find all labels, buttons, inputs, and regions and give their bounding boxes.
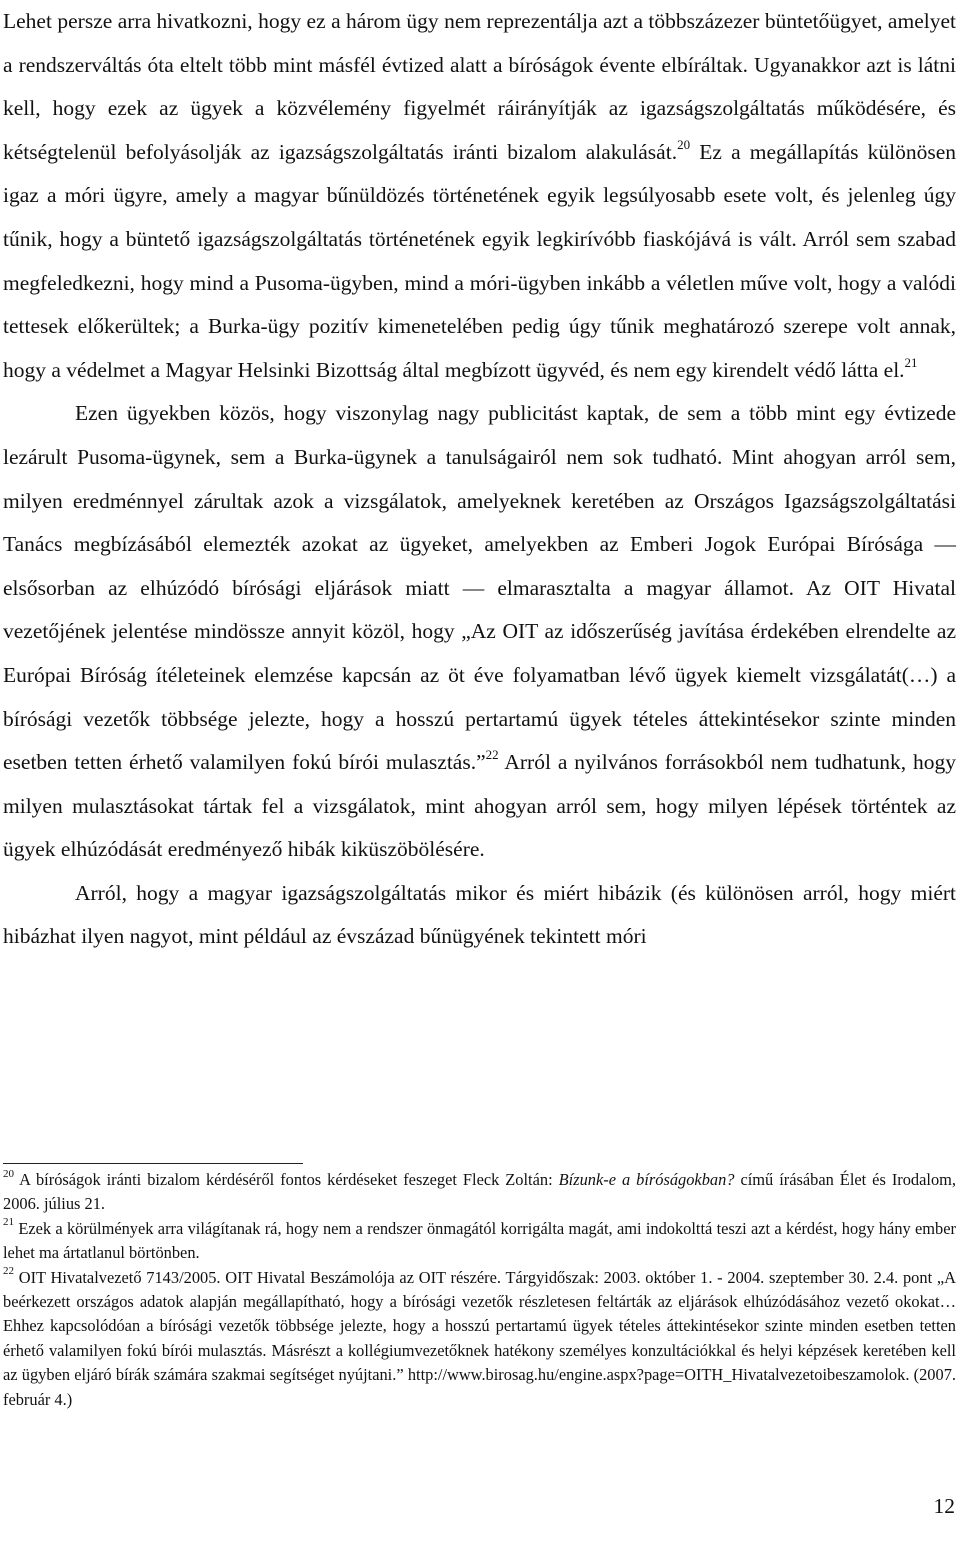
paragraph-1	[3, 0, 956, 392]
page-number: 12	[933, 1494, 955, 1518]
paragraph-2	[3, 392, 956, 872]
text-run: Arról, hogy a magyar igazságszolgáltatás mikor és miért hibázik (és különösen arról, hogy miért hibázhat ilyen nagyot, mint például az évszázad bűnügyének tekintett móri	[3, 880, 956, 949]
footnote-reference: 22	[485, 746, 499, 762]
footnote-separator	[3, 1163, 303, 1164]
footnote-reference: 20	[3, 1167, 14, 1180]
paragraph-3	[3, 872, 956, 959]
text-run: Ezen ügyekben közös, hogy viszonylag nagy publicitást kaptak, de sem a több mint egy évtizede lezárult Pusoma-ügynek, sem a Burka-ügynek a tanulságairól nem sok tudható. Mint ahogyan arról sem, milyen eredménnyel zárultak azok a vizsgálatok, amelyeknek keretében az Országos Igazságszolgáltatási Tanács megbízásából elemezték azokat az ügyeket, amelyekben az Emberi Jogok Európai Bírósága — elsősorban az elhúzódó bírósági eljárások miatt — elmarasztalta a magyar államot. Az OIT Hivatal vezetőjének jelentése mindössze annyit közöl, hogy „Az OIT az időszerűség javítása érdekében elrendelte az Európai Bíróság ítéleteinek elemzése kapcsán az öt éve folyamatban lévő ügyek kiemelt vizsgálatát(…) a bírósági vezetők többsége jelezte, hogy a hosszú pertartamú ügyek tételes áttekintésekor szinte minden esetben tetten érhető valamilyen fokú bírói mulasztás.”	[3, 401, 956, 775]
footnote-20	[3, 1168, 956, 1217]
footnote-21	[3, 1217, 956, 1266]
text-run: Arról a nyilvános forrásokból nem tudhatunk, hogy milyen mulasztásokat tártak fel a vizsgálatok, mint ahogyan arról sem, hogy milyen lépések történtek az ügyek elhúzódását eredményező hibák kiküszöbölésére.	[3, 750, 956, 862]
text-run: Lehet persze arra hivatkozni, hogy ez a három ügy nem reprezentálja azt a többszázezer büntetőügyet, amelyet a rendszerváltás óta eltelt több mint másfél évtized alatt a bíróságok évente elbíráltak. Ugyanakkor azt is látni kell, hogy ezek az ügyek a közvélemény figyelmét ráirányítják az igazságszolgáltatás működésére, és kétségtelenül befolyásolják az igazságszolgáltatás iránti bizalom alakulását.	[3, 9, 956, 164]
text-run: Ezek a körülmények arra világítanak rá, hogy nem a rendszer önmagától korrigálta magát, ami indokolttá teszi azt a kérdést, hogy hány ember lehet ma ártatlanul börtönben.	[3, 1218, 956, 1263]
footnote-reference: 20	[677, 136, 691, 152]
footnote-reference: 21	[3, 1216, 14, 1229]
text-run: című írásában Élet és Irodalom, 2006. július 21.	[3, 1170, 957, 1214]
text-run: A bíróságok iránti bizalom kérdéséről fontos kérdéseket feszeget Fleck Zoltán:	[14, 1170, 559, 1189]
text-run: Ez a megállapítás különösen igaz a móri ügyre, amely a magyar bűnüldözés történetének egyik legsúlyosabb esete volt, és jelenleg úgy tűnik, hogy a büntető igazságszolgáltatás történetének egyik legkirívóbb fiaskójává is vált. Arról sem szabad megfeledkezni, hogy mind a Pusoma-ügyben, mind a móri-ügyben inkább a véletlen műve volt, hogy a valódi tettesek előkerültek; a Burka-ügy pozitív kimenetelében pedig úgy tűnik meghatározó szerepe volt annak, hogy a védelmet a Magyar Helsinki Bizottság által megbízott ügyvéd, és nem egy kirendelt védő látta el.	[3, 139, 956, 382]
footnote-reference: 21	[904, 354, 918, 370]
text-run: OIT Hivatalvezető 7143/2005. OIT Hivatal Beszámolója az OIT részére. Tárgyidőszak: 2003. október 1. - 2004. szeptember 30. 2.4. pont „A beérkezett országos adatok alapján megállapítható, hogy a bírósági vezetők részletesen feltárták az eljárások elhúzódásához vezető okokat…Ehhez kapcsolódóan a bírósági vezetők többsége jelezte, hogy a hosszú pertartamú ügyek tételes áttekintésekor szinte minden esetben tetten érhető valamilyen fokú bírói mulasztás. Másrészt a kollégiumvezetőknek hatékony személyes konzultációkkal és helyi képzések keretében kell az ügyben eljáró bírák számára szakmai segítséget nyújtani.” http://www.birosag.hu/engine.aspx?page=OITH_Hivatalvezetoibeszamolok. (2007. február 4.)	[3, 1267, 956, 1409]
footnote-22	[3, 1266, 956, 1412]
body-text	[3, 0, 956, 959]
italic-title: Bízunk-e a bíróságokban?	[558, 1170, 735, 1189]
footnotes	[3, 1168, 956, 1412]
document-page	[3, 0, 956, 959]
footnote-reference: 22	[3, 1265, 14, 1278]
